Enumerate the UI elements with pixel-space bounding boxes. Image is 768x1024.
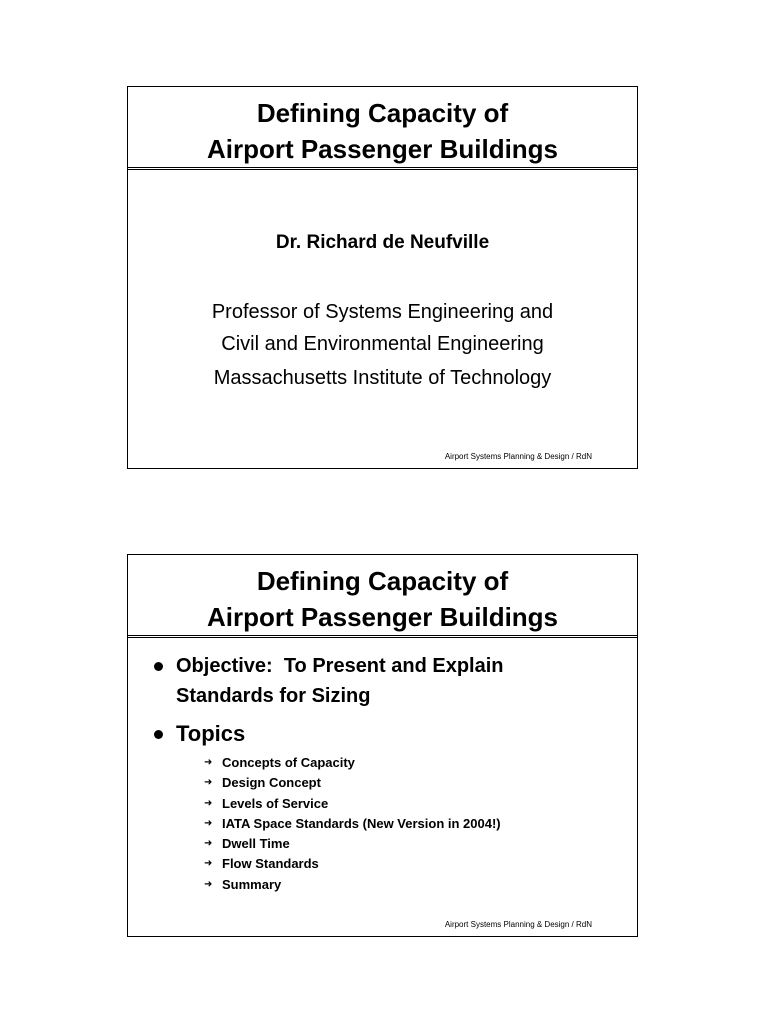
slide-1 <box>127 86 638 469</box>
arrow-right-icon: ➜ <box>204 838 213 850</box>
list-item <box>176 753 622 773</box>
topic-label: Flow Standards <box>222 856 319 872</box>
title-divider <box>128 167 637 170</box>
topics-list <box>176 753 622 895</box>
arrow-right-icon: ➜ <box>204 817 213 829</box>
title-line-2: Airport Passenger Buildings <box>206 602 559 632</box>
title-line-1: Defining Capacity of <box>256 566 509 596</box>
arrow-right-icon: ➜ <box>204 878 213 890</box>
slide-title <box>128 563 637 635</box>
affiliation-line-2: Civil and Environmental Engineering <box>221 333 544 355</box>
bullet-dot-icon <box>154 730 163 739</box>
author-name: Dr. Richard de Neufville <box>275 232 490 253</box>
objective-line-2: Standards for Sizing <box>176 685 371 707</box>
list-item <box>176 773 622 793</box>
list-item <box>176 854 622 874</box>
topic-label: IATA Space Standards (New Version in 2004!) <box>222 815 501 831</box>
topics-label: Topics <box>176 721 246 746</box>
arrow-right-icon: ➜ <box>204 757 213 768</box>
topic-label: Summary <box>222 876 282 892</box>
bullet-list <box>152 651 622 895</box>
slide-2 <box>127 554 638 937</box>
bullet-topics <box>152 719 622 895</box>
slide-title <box>128 95 637 167</box>
slide-footer: Airport Systems Planning & Design / RdN <box>444 452 592 461</box>
affiliation-line-3: Massachusetts Institute of Technology <box>213 367 552 389</box>
bullet-dot-icon <box>154 662 163 671</box>
list-item <box>176 794 622 814</box>
topic-label: Design Concept <box>222 775 321 791</box>
arrow-right-icon: ➜ <box>204 777 213 789</box>
title-line-2: Airport Passenger Buildings <box>206 134 559 164</box>
objective-line-1: Objective: To Present and Explain <box>176 655 504 677</box>
bullet-objective <box>152 651 622 711</box>
list-item <box>176 814 622 834</box>
title-line-1: Defining Capacity of <box>256 98 509 128</box>
affiliation-line-1: Professor of Systems Engineering and <box>211 301 554 323</box>
topic-label: Levels of Service <box>222 795 329 811</box>
title-divider <box>128 635 637 638</box>
list-item <box>176 875 622 895</box>
topic-label: Concepts of Capacity <box>222 755 355 770</box>
topic-label: Dwell Time <box>222 836 290 852</box>
arrow-right-icon: ➜ <box>204 858 213 870</box>
list-item <box>176 834 622 854</box>
arrow-right-icon: ➜ <box>204 797 213 809</box>
slide-footer: Airport Systems Planning & Design / RdN <box>444 920 592 929</box>
